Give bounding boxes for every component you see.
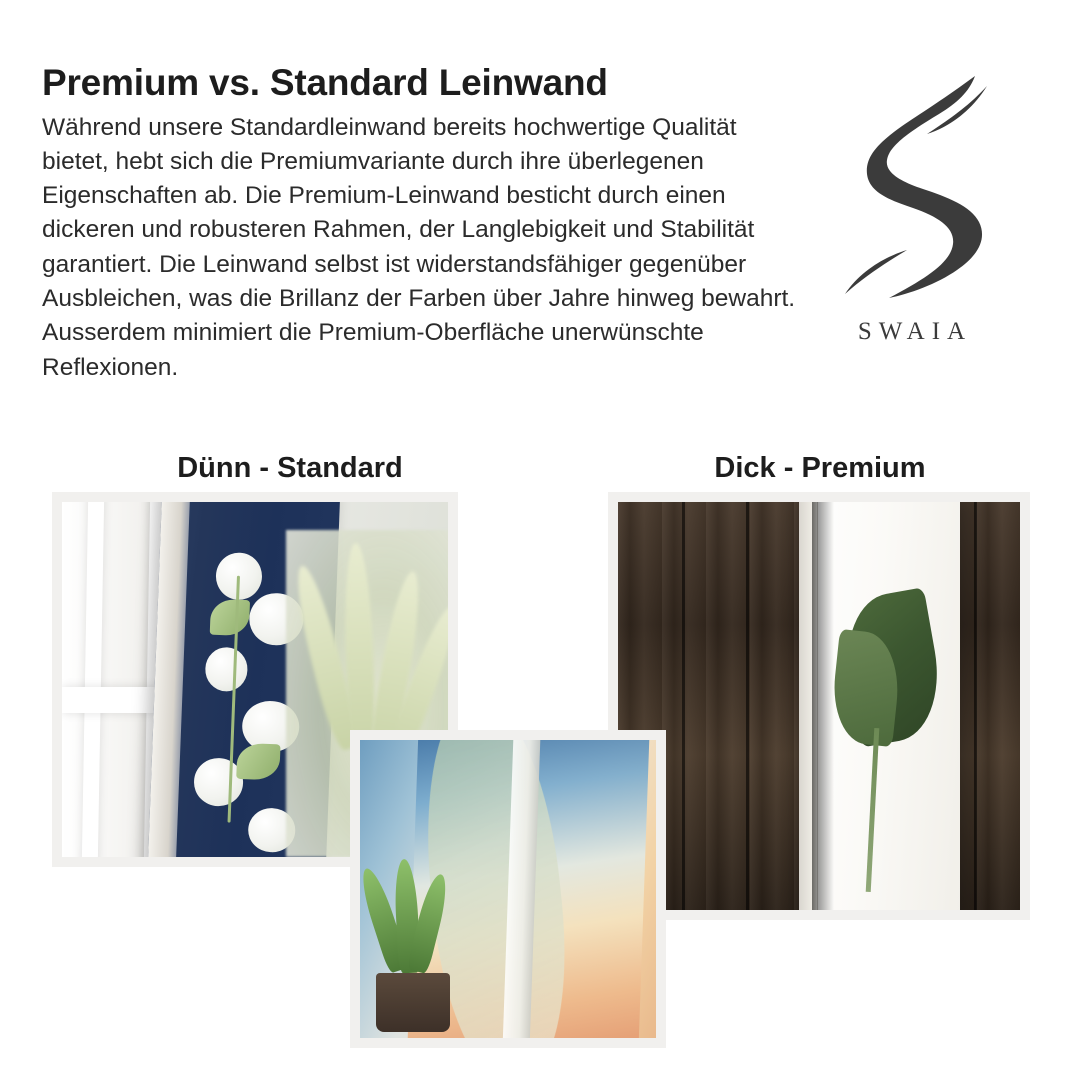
header-block	[42, 62, 802, 385]
premium-canvas-photo	[608, 492, 1030, 920]
potted-plant	[366, 859, 467, 1032]
premium-canvas-scene	[618, 502, 1020, 910]
plank-seam	[682, 502, 685, 910]
page-title: Premium vs. Standard Leinwand	[42, 62, 608, 103]
leaf-motif	[210, 599, 250, 636]
intro-paragraph: Während unsere Standardleinwand bereits hochwertige Qualität bietet, hebt sich die Premiumvariante durch ihre überlegenen Eigenschaften ab. Die Premium-Leinwand besticht durch einen dickeren und robusteren Rahmen, der Langlebigkeit und Stabilität garantiert. Die Leinwand selbst ist widerstandsfähiger gegenüber Ausbleichen, was die Brillanz der Farben über Jahre hinweg bewahrt. Ausserdem minimiert die Premium-Oberfläche unerwünschte Reflexionen.	[42, 113, 796, 381]
thick-canvas	[799, 502, 960, 910]
canvas-edge-detail-photo	[350, 730, 666, 1048]
canvas-edge-scene	[360, 740, 656, 1038]
leaf-motif	[236, 743, 280, 780]
brand-logo	[822, 68, 1002, 368]
canvas-shadow	[812, 502, 835, 910]
brand-name: SWAIA	[857, 318, 973, 345]
plank-seam	[974, 502, 977, 910]
plank-seam	[746, 502, 749, 910]
swaia-s-logo-icon	[827, 68, 997, 316]
stem-motif	[865, 728, 879, 892]
label-standard: Dünn - Standard	[177, 452, 403, 484]
plant-pot	[376, 973, 450, 1032]
flower-motif	[204, 646, 248, 691]
label-premium: Dick - Premium	[714, 452, 926, 484]
